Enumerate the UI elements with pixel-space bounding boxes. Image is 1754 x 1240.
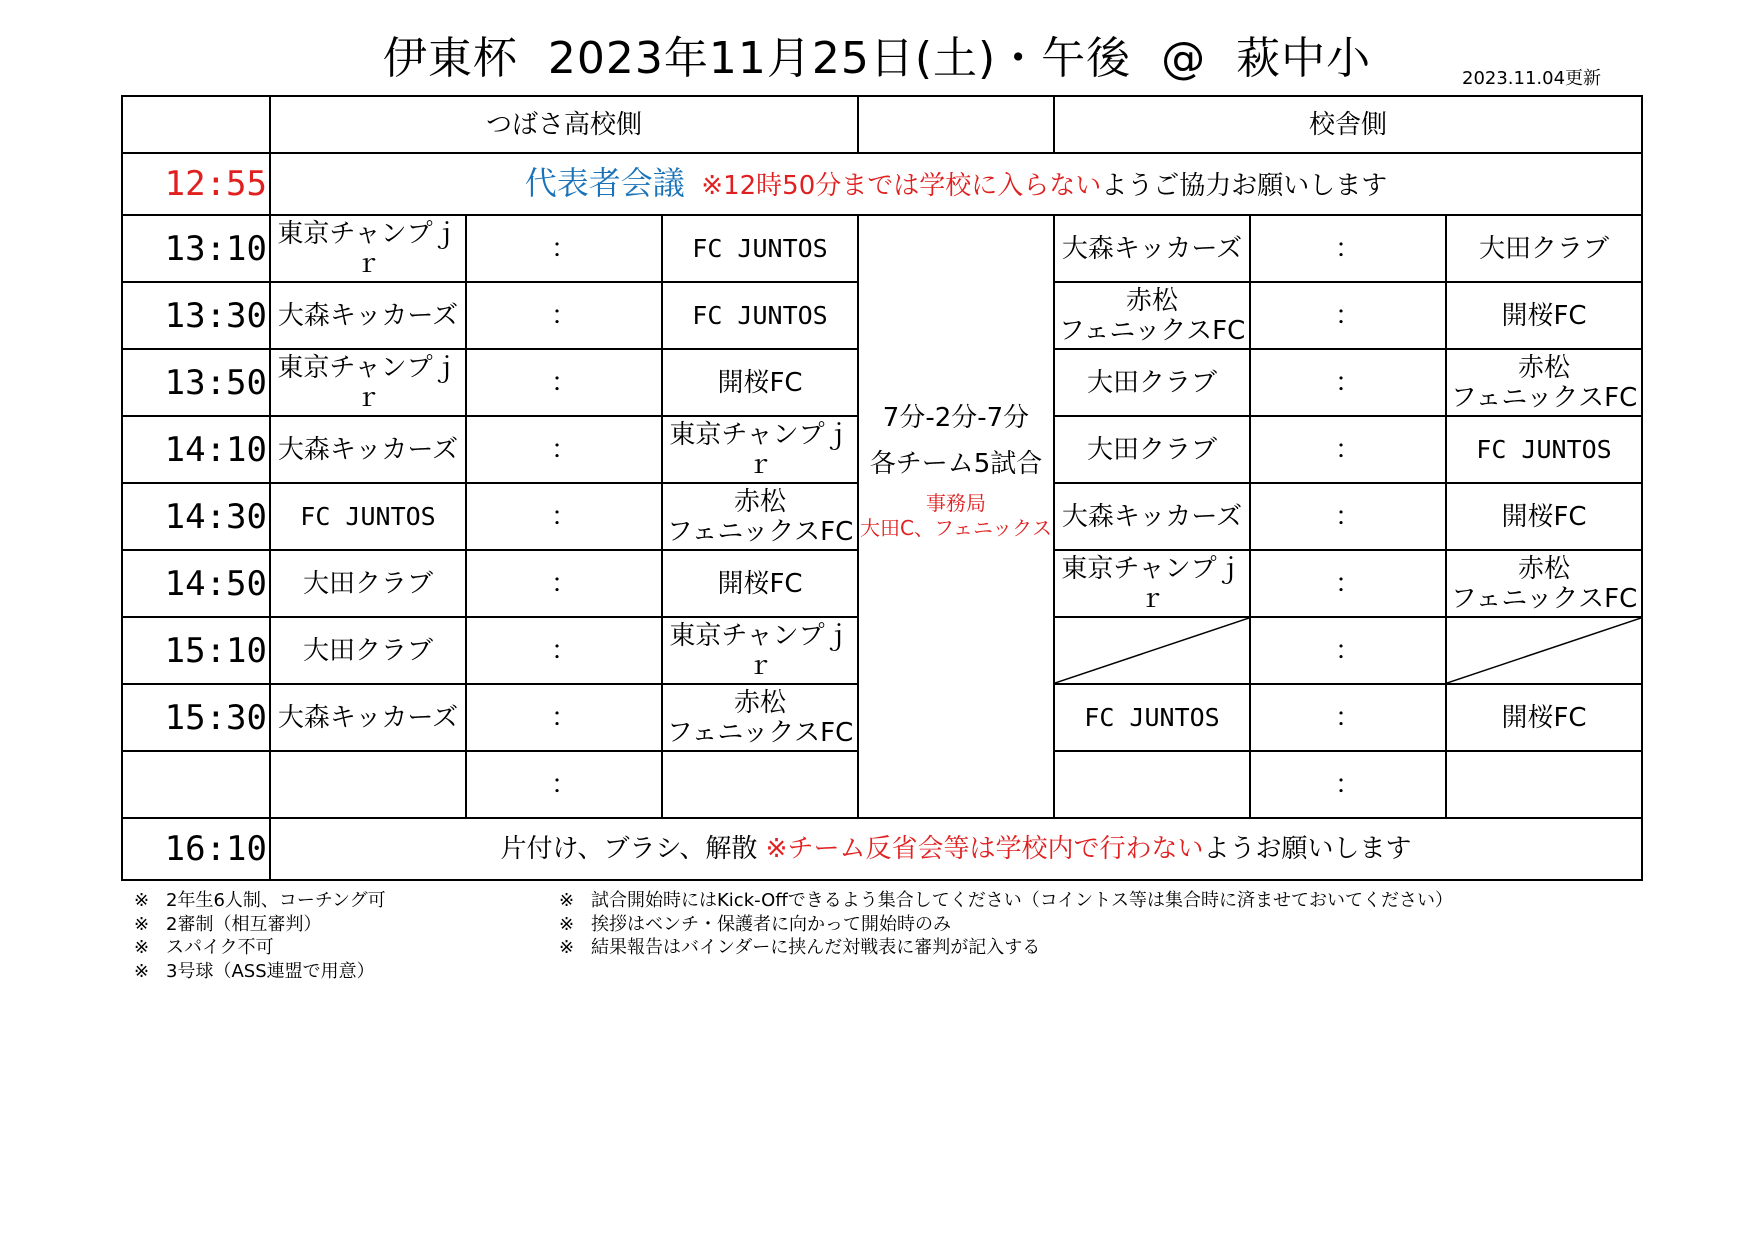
home-team-left: 大森キッカーズ bbox=[270, 282, 466, 349]
score-separator-right: ： bbox=[1250, 684, 1446, 751]
match-time bbox=[122, 751, 270, 818]
note-item bbox=[134, 889, 386, 913]
home-team-left bbox=[270, 751, 466, 818]
meeting-row bbox=[122, 153, 1642, 215]
away-team-left: 開桜FC bbox=[662, 550, 858, 617]
match-rows bbox=[122, 215, 1642, 818]
away-team-left: 開桜FC bbox=[662, 349, 858, 416]
home-team-right: FC JUNTOS bbox=[1054, 684, 1250, 751]
away-team-left: 赤松 フェニックスFC bbox=[662, 483, 858, 550]
score-separator-left: ： bbox=[466, 282, 662, 349]
note-item bbox=[559, 936, 1453, 960]
note-mark: ※ bbox=[559, 890, 575, 911]
match-time: 13:50 bbox=[122, 349, 270, 416]
home-team-left: 大森キッカーズ bbox=[270, 416, 466, 483]
score-separator-left: ： bbox=[466, 416, 662, 483]
header-left-side: つばさ高校側 bbox=[270, 96, 858, 153]
match-format: 7分-2分-7分 bbox=[882, 402, 1030, 433]
away-team-right bbox=[1446, 751, 1642, 818]
score-separator-right: ： bbox=[1250, 483, 1446, 550]
match-info bbox=[858, 215, 1054, 818]
office-teams: 大田C、フェニックス bbox=[860, 515, 1052, 540]
note-item bbox=[134, 913, 386, 937]
page-title: 伊東杯 2023年11月25日(土)・午後 @ 萩中小 bbox=[382, 33, 1372, 84]
header-time-cell bbox=[122, 96, 270, 153]
note-mark: ※ bbox=[559, 913, 575, 935]
home-team-right: 大森キッカーズ bbox=[1054, 483, 1250, 550]
closing-notice bbox=[270, 818, 1642, 880]
note-text: 挨拶はベンチ・保護者に向かって開始時のみ bbox=[591, 913, 951, 935]
match-time: 14:30 bbox=[122, 483, 270, 550]
match-time: 15:10 bbox=[122, 617, 270, 684]
score-separator-right: ： bbox=[1250, 617, 1446, 684]
meeting-title: 代表者会議 bbox=[524, 163, 685, 202]
match-row bbox=[122, 215, 1642, 282]
meeting-time: 12:55 bbox=[122, 153, 270, 215]
away-team-right: FC JUNTOS bbox=[1446, 416, 1642, 483]
empty-slot bbox=[1446, 617, 1642, 684]
closing-request: ようお願いします bbox=[1203, 834, 1412, 864]
home-team-left: 東京チャンプｊｒ bbox=[270, 349, 466, 416]
empty-slot bbox=[1054, 617, 1250, 684]
closing-time: 16:10 bbox=[122, 818, 270, 880]
header-row bbox=[122, 96, 1642, 153]
closing-warning: ※チーム反省会等は学校内で行わない bbox=[765, 834, 1204, 864]
home-team-left: 大田クラブ bbox=[270, 617, 466, 684]
score-separator-right: ： bbox=[1250, 282, 1446, 349]
home-team-left: 大森キッカーズ bbox=[270, 684, 466, 751]
away-team-right: 赤松 フェニックスFC bbox=[1446, 550, 1642, 617]
home-team-left: 大田クラブ bbox=[270, 550, 466, 617]
games-per-team: 各チーム5試合 bbox=[869, 448, 1043, 479]
match-time: 13:10 bbox=[122, 215, 270, 282]
match-time: 13:30 bbox=[122, 282, 270, 349]
note-text: 2年生6人制、コーチング可 bbox=[166, 890, 386, 911]
score-separator-right: ： bbox=[1250, 751, 1446, 818]
home-team-right: 赤松 フェニックスFC bbox=[1054, 282, 1250, 349]
home-team-left: FC JUNTOS bbox=[270, 483, 466, 550]
note-mark: ※ bbox=[134, 937, 150, 958]
score-separator-left: ： bbox=[466, 349, 662, 416]
meeting-request: ようご協力お願いします bbox=[1101, 170, 1388, 201]
away-team-left: 東京チャンプｊｒ bbox=[662, 617, 858, 684]
away-team-left bbox=[662, 751, 858, 818]
match-time: 14:10 bbox=[122, 416, 270, 483]
score-separator-left: ： bbox=[466, 483, 662, 550]
away-team-right: 赤松 フェニックスFC bbox=[1446, 349, 1642, 416]
away-team-left: FC JUNTOS bbox=[662, 215, 858, 282]
note-mark: ※ bbox=[134, 913, 150, 935]
notes-right bbox=[559, 889, 1453, 960]
score-separator-right: ： bbox=[1250, 416, 1446, 483]
note-item bbox=[134, 936, 386, 960]
home-team-right: 東京チャンプｊｒ bbox=[1054, 550, 1250, 617]
header-right-side: 校舎側 bbox=[1054, 96, 1642, 153]
note-text: 2審制（相互審判） bbox=[166, 913, 322, 935]
note-mark: ※ bbox=[559, 937, 575, 958]
home-team-right: 大田クラブ bbox=[1054, 349, 1250, 416]
header-center-cell bbox=[858, 96, 1054, 153]
note-item bbox=[134, 960, 386, 984]
away-team-right: 大田クラブ bbox=[1446, 215, 1642, 282]
note-mark: ※ bbox=[134, 890, 150, 911]
note-text: 結果報告はバインダーに挟んだ対戦表に審判が記入する bbox=[591, 937, 1041, 958]
closing-text: 片付け、ブラシ、解散 bbox=[500, 834, 766, 864]
home-team-left: 東京チャンプｊｒ bbox=[270, 215, 466, 282]
score-separator-left: ： bbox=[466, 751, 662, 818]
score-separator-right: ： bbox=[1250, 215, 1446, 282]
note-text: 3号球（ASS連盟で用意） bbox=[166, 960, 375, 982]
meeting-notice bbox=[270, 153, 1642, 215]
schedule-table bbox=[121, 95, 1643, 881]
office-label: 事務局 bbox=[926, 490, 986, 515]
match-time: 15:30 bbox=[122, 684, 270, 751]
score-separator-right: ： bbox=[1250, 550, 1446, 617]
away-team-right: 開桜FC bbox=[1446, 684, 1642, 751]
notes-left bbox=[134, 889, 386, 983]
score-separator-left: ： bbox=[466, 550, 662, 617]
score-separator-left: ： bbox=[466, 684, 662, 751]
score-separator-right: ： bbox=[1250, 349, 1446, 416]
note-text: 試合開始時にはKick-Offできるよう集合してください（コイントス等は集合時に済ませておいてください） bbox=[591, 890, 1453, 911]
away-team-left: FC JUNTOS bbox=[662, 282, 858, 349]
away-team-left: 東京チャンプｊｒ bbox=[662, 416, 858, 483]
note-mark: ※ bbox=[134, 960, 150, 982]
score-separator-left: ： bbox=[466, 617, 662, 684]
closing-row bbox=[122, 818, 1642, 880]
note-item bbox=[559, 889, 1453, 913]
note-text: スパイク不可 bbox=[166, 937, 274, 958]
home-team-right bbox=[1054, 751, 1250, 818]
updated-date: 2023.11.04更新 bbox=[1462, 68, 1602, 89]
match-time: 14:50 bbox=[122, 550, 270, 617]
home-team-right: 大森キッカーズ bbox=[1054, 215, 1250, 282]
away-team-right: 開桜FC bbox=[1446, 282, 1642, 349]
score-separator-left: ： bbox=[466, 215, 662, 282]
note-item bbox=[559, 913, 1453, 937]
home-team-right: 大田クラブ bbox=[1054, 416, 1250, 483]
away-team-right: 開桜FC bbox=[1446, 483, 1642, 550]
meeting-warning: ※12時50分までは学校に入らない bbox=[701, 170, 1102, 201]
away-team-left: 赤松 フェニックスFC bbox=[662, 684, 858, 751]
